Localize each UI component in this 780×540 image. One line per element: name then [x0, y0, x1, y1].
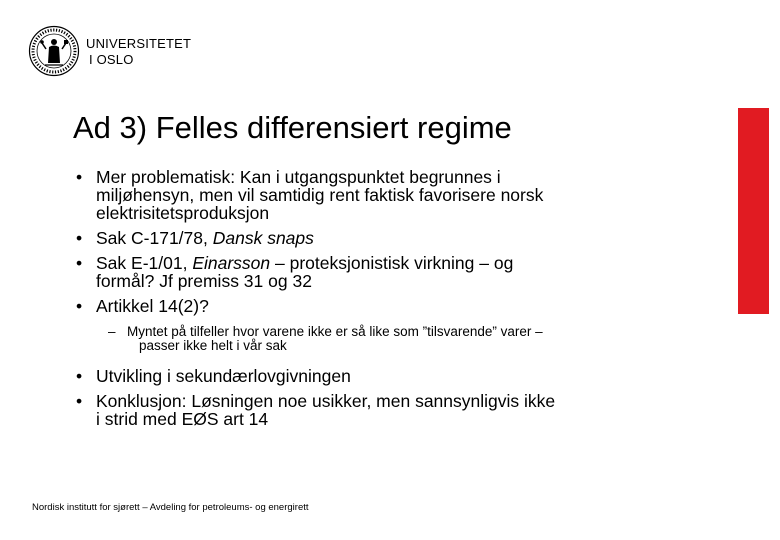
sub-bullet-item	[76, 325, 636, 353]
case-name: Einarsson	[192, 253, 271, 273]
bullet-symbol: •	[76, 253, 83, 273]
slide-body	[76, 168, 636, 435]
bullet-text: – proteksjonistisk virkning – og	[270, 253, 514, 273]
bullet-text: Sak E-1/01,	[96, 253, 193, 273]
bullet-text-line: Konklusjon: Løsningen noe usikker, men sannsynligvis ikke	[96, 391, 556, 411]
case-name: Dansk snaps	[212, 228, 314, 248]
bullet-item	[76, 168, 636, 222]
bullet-text-line: Mer problematisk: Kan i utgangspunktet begrunnes i	[96, 167, 501, 187]
dash-symbol: –	[108, 324, 116, 339]
bullet-text-line: i strid med EØS art 14	[96, 409, 269, 429]
bullet-item	[76, 297, 636, 315]
slide-footer: Nordisk institutt for sjørett – Avdeling for petroleums- og energirett	[32, 502, 309, 513]
sub-bullet-text-line: passer ikke helt i vår sak	[139, 338, 287, 353]
bullet-item	[76, 392, 636, 428]
university-name	[86, 36, 191, 68]
university-name-line2: I OSLO	[89, 52, 134, 67]
bullet-symbol: •	[76, 167, 83, 187]
bullet-item	[76, 367, 636, 385]
university-seal-icon	[28, 25, 80, 77]
bullet-symbol: •	[76, 228, 83, 248]
slide-title: Ad 3) Felles differensiert regime	[73, 110, 512, 145]
university-name-line1: UNIVERSITETET	[86, 36, 192, 51]
bullet-symbol: •	[76, 366, 83, 386]
bullet-text: Utvikling i sekundærlovgivningen	[96, 366, 351, 386]
bullet-symbol: •	[76, 391, 83, 411]
sub-bullet-text-line: Myntet på tilfeller hvor varene ikke er så like som ”tilsvarende” varer –	[127, 324, 543, 339]
bullet-symbol: •	[76, 296, 83, 316]
bullet-item	[76, 254, 636, 290]
accent-bar	[738, 108, 769, 314]
bullet-text: Sak C-171/78,	[96, 228, 213, 248]
bullet-text-line: miljøhensyn, men vil samtidig rent faktisk favorisere norsk	[96, 185, 544, 205]
bullet-text: Artikkel 14(2)?	[96, 296, 209, 316]
bullet-text-line: formål? Jf premiss 31 og 32	[96, 271, 312, 291]
bullet-text-line: elektrisitetsproduksjon	[96, 203, 270, 223]
bullet-item	[76, 229, 636, 247]
